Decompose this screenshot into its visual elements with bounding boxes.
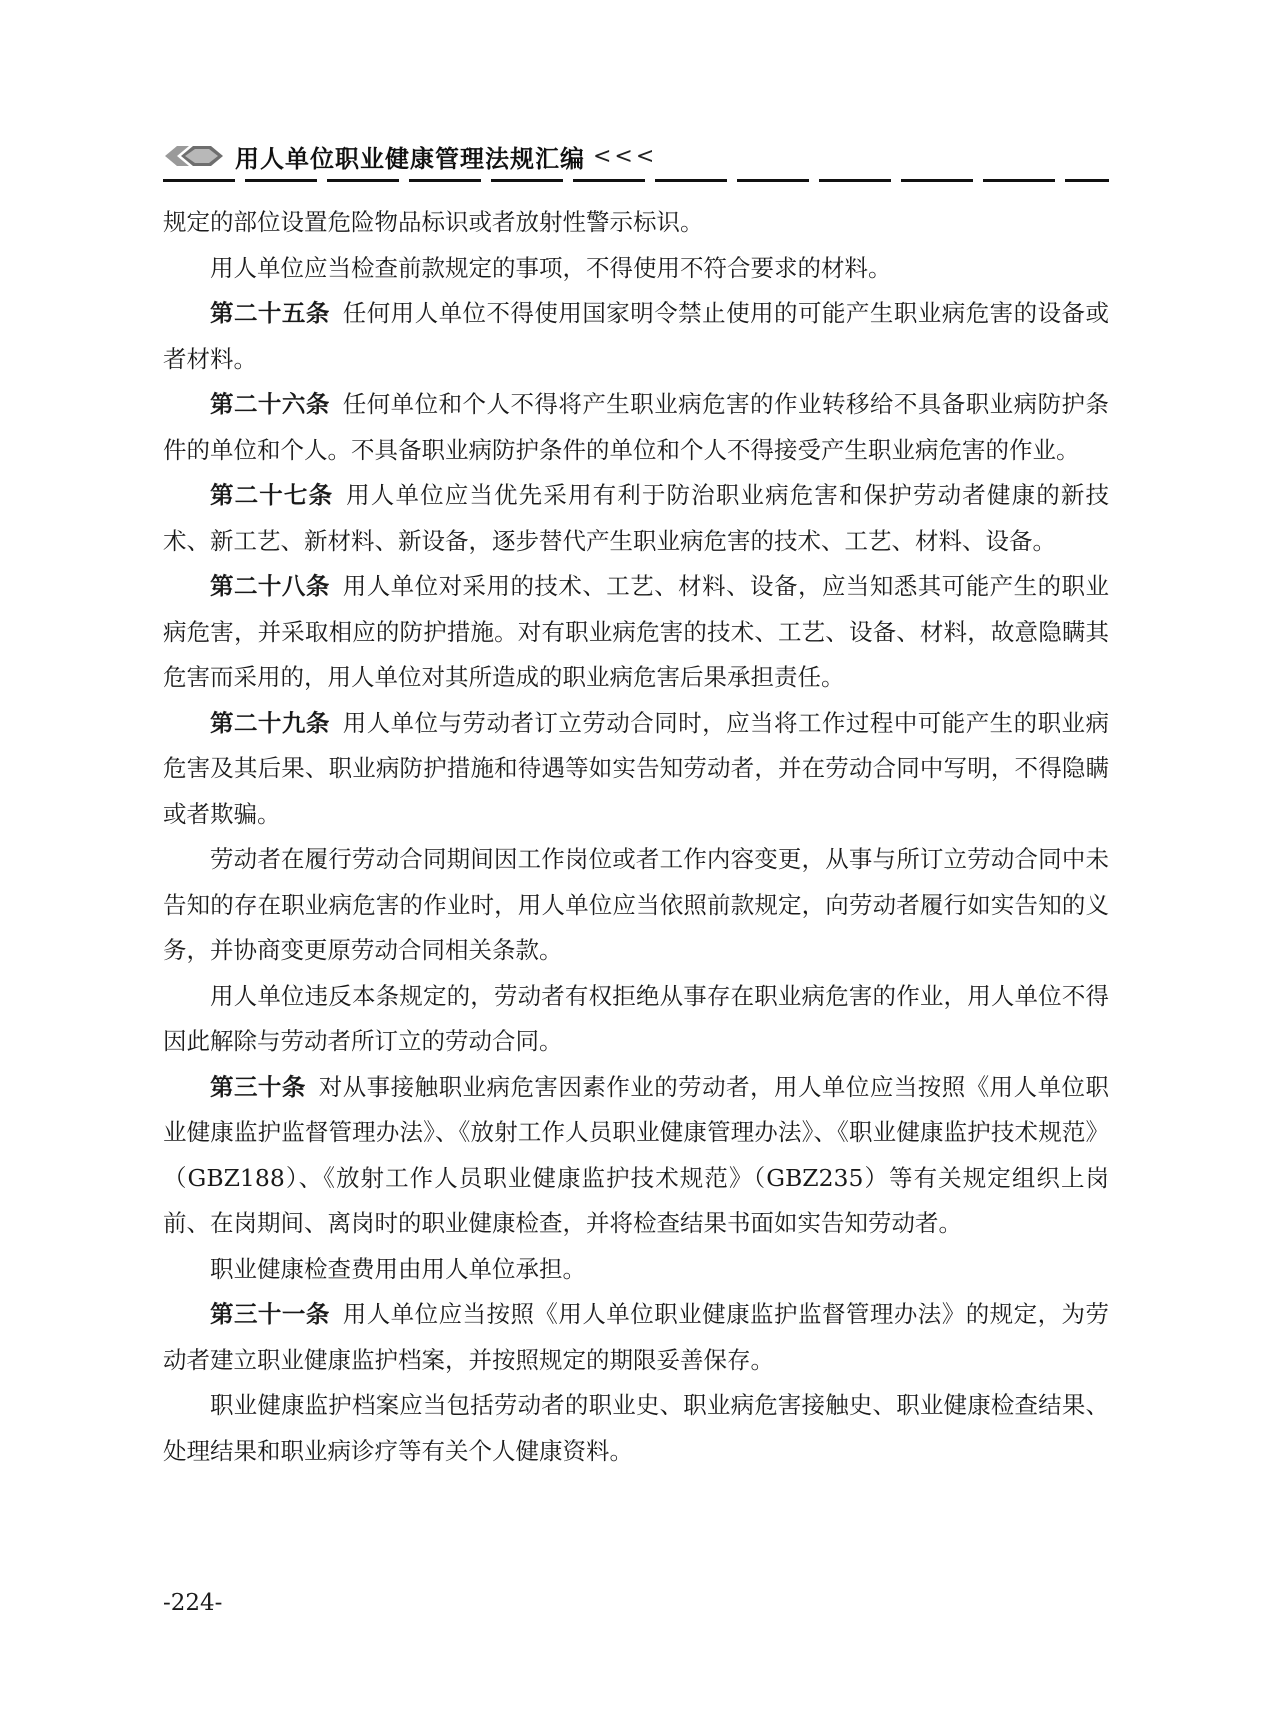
article-27	[163, 473, 1109, 564]
article-number: 第二十六条	[210, 390, 330, 418]
article-30	[163, 1065, 1109, 1247]
article-number: 第二十五条	[210, 299, 330, 327]
article-25	[163, 291, 1109, 382]
paragraph-text: 对从事接触职业病危害因素作业的劳动者，用人单位应当按照《用人单位职业健康监护监督管理办法》、《放射工作人员职业健康管理办法》、《职业健康监护技术规范》（GBZ188）、《放射工作人员职业健康监护技术规范》（GBZ235）等有关规定组织上岗前、在岗期间、离岗时的职业健康检查，并将检查结果书面如实告知劳动者。	[163, 1072, 1110, 1237]
header-title: 用人单位职业健康管理法规汇编	[235, 144, 585, 173]
paragraph-text: 职业健康监护档案应当包括劳动者的职业史、职业病危害接触史、职业健康检查结果、处理结果和职业病诊疗等有关个人健康资料。	[163, 1391, 1109, 1465]
paragraph-text: 用人单位应当检查前款规定的事项，不得使用不符合要求的材料。	[210, 253, 892, 282]
article-number: 第三十一条	[210, 1300, 330, 1328]
page-number: -224-	[163, 1590, 223, 1616]
body-text	[163, 200, 1109, 1474]
paragraph-continuation	[163, 200, 1109, 246]
paragraph	[163, 246, 1109, 292]
article-number: 第二十八条	[210, 572, 330, 600]
paragraph-text: 劳动者在履行劳动合同期间因工作岗位或者工作内容变更，从事与所订立劳动合同中未告知的存在职业病危害的作业时，用人单位应当依照前款规定，向劳动者履行如实告知的义务，并协商变更原劳动合同相关条款。	[163, 845, 1109, 964]
paragraph-text: 用人单位对采用的技术、工艺、材料、设备，应当知悉其可能产生的职业病危害，并采取相应的防护措施。对有职业病危害的技术、工艺、设备、材料，故意隐瞒其危害而采用的，用人单位对其所造成的职业病危害后果承担责任。	[163, 572, 1110, 691]
paragraph	[163, 837, 1109, 974]
article-26	[163, 382, 1109, 473]
article-number: 第三十条	[210, 1072, 306, 1101]
paragraph-text: 用人单位应当按照《用人单位职业健康监护监督管理办法》的规定，为劳动者建立职业健康监护档案，并按照规定的期限妥善保存。	[163, 1300, 1110, 1374]
paragraph	[163, 1247, 1109, 1293]
article-number: 第二十九条	[210, 708, 330, 737]
paragraph-text: 规定的部位设置危险物品标识或者放射性警示标识。	[163, 208, 704, 236]
paragraph-text: 用人单位应当优先采用有利于防治职业病危害和保护劳动者健康的新技术、新工艺、新材料、新设备，逐步替代产生职业病危害的技术、工艺、材料、设备。	[163, 481, 1110, 555]
paragraph-text: 用人单位与劳动者订立劳动合同时，应当将工作过程中可能产生的职业病危害及其后果、职业病防护措施和待遇等如实告知劳动者，并在劳动合同中写明，不得隐瞒或者欺骗。	[163, 708, 1110, 828]
header-dashed-rule	[163, 179, 1109, 182]
article-31	[163, 1292, 1109, 1383]
double-arrow-icon	[163, 143, 225, 169]
article-number: 第二十七条	[210, 481, 334, 509]
paragraph-text: 任何用人单位不得使用国家明令禁止使用的可能产生职业病危害的设备或者材料。	[163, 299, 1110, 373]
paragraph-text: 任何单位和个人不得将产生职业病危害的作业转移给不具备职业病防护条件的单位和个人。不具备职业病防护条件的单位和个人不得接受产生职业病危害的作业。	[163, 390, 1110, 464]
paragraph	[163, 974, 1109, 1065]
article-29	[163, 701, 1109, 838]
paragraph	[163, 1383, 1109, 1474]
header-marks: <<<	[593, 143, 658, 169]
article-28	[163, 564, 1109, 701]
paragraph-text: 用人单位违反本条规定的，劳动者有权拒绝从事存在职业病危害的作业，用人单位不得因此解除与劳动者所订立的劳动合同。	[163, 981, 1109, 1055]
running-header	[163, 136, 657, 176]
paragraph-text: 职业健康检查费用由用人单位承担。	[210, 1254, 586, 1283]
